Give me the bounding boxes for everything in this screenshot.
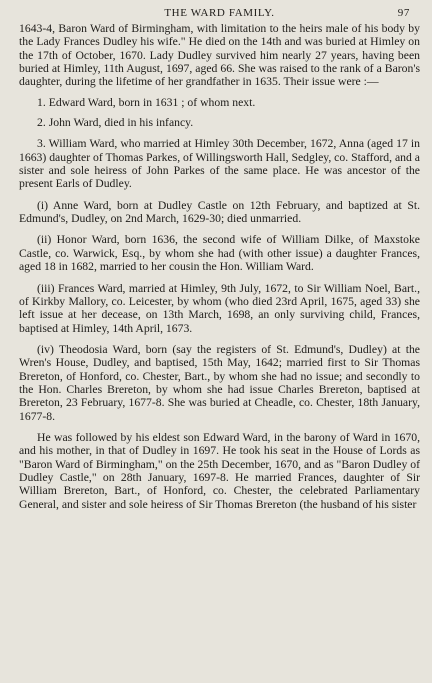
running-title: THE WARD FAMILY.: [164, 7, 275, 19]
paragraph: (ii) Honor Ward, born 1636, the second wife of William Dilke, of Maxstoke Castle, co. Warwick, Esq., by whom she had (with other issue) a daughter Frances, aged 18 in 1682, married to her cousin the Hon. William Ward.: [19, 233, 420, 274]
paragraph: (iv) Theodosia Ward, born (say the registers of St. Edmund's, Dudley) at the Wren's House, Dudley, and baptised, 15th May, 1642; married first to Sir Thomas Brereton, of Honford, co. Chester, Bart., by whom she had no issue; and secondly to the Hon. Charles Brereton, by whom she had issue Charles Brereton, baptised at Brereton, 23 February, 1677-8. She was buried at Cheadle, co. Chester, 18th January, 1677-8.: [19, 342, 420, 423]
paragraph-continuation: 1643-4, Baron Ward of Birmingham, with limitation to the heirs male of his body by the Lady Frances Dudley his wife." He died on the 14th and was buried at Himley on the 17th of October, 1670. Lady Dudley survived him nearly 27 years, having been buried at Himley, 11th August, 1697, aged 66. She was raised to the rank of a Baron's daughter, during the lifetime of her grandfather in 1635. Their issue were :—: [19, 22, 420, 89]
paragraph: (iii) Frances Ward, married at Himley, 9th July, 1672, to Sir William Noel, Bart., of Kirkby Mallory, co. Leicester, by whom (who died 23rd April, 1675, aged 33) she left issue at her decease, on 13th March, 1698, an only surviving child, Frances, baptised at Himley, 14th April, 1673.: [19, 281, 420, 335]
paragraph: (i) Anne Ward, born at Dudley Castle on 12th February, and baptized at St. Edmund's, Dudley, on 2nd March, 1629-30; died unmarried.: [19, 198, 420, 226]
running-header: [19, 6, 420, 22]
list-item: 2. John Ward, died in his infancy.: [37, 116, 194, 130]
list-item: 1. Edward Ward, born in 1631 ; of whom next.: [37, 95, 256, 109]
paragraph: He was followed by his eldest son Edward Ward, in the barony of Ward in 1670, and his mother, in that of Dudley in 1697. He took his seat in the House of Lords as "Baron Ward of Birmingham," on the 25th December, 1670, and as "Baron Dudley of Dudley Castle," on 28th January, 1697-8. He married Frances, daughter of Sir William Brereton, Bart., of Honford, co. Chester, the celebrated Parliamentary General, and sister and sole heiress of Sir Thomas Brereton (the husband of his sister: [19, 430, 420, 511]
page-body: [19, 22, 420, 511]
paragraph: 3. William Ward, who married at Himley 30th December, 1672, Anna (aged 17 in 1663) daughter of Thomas Parkes, of Willingsworth Hall, Sedgley, co. Stafford, and a sister and sole heiress of John Parkes of the same place. He was ancestor of the present Earls of Dudley.: [19, 137, 420, 191]
page-number: 97: [397, 7, 410, 19]
